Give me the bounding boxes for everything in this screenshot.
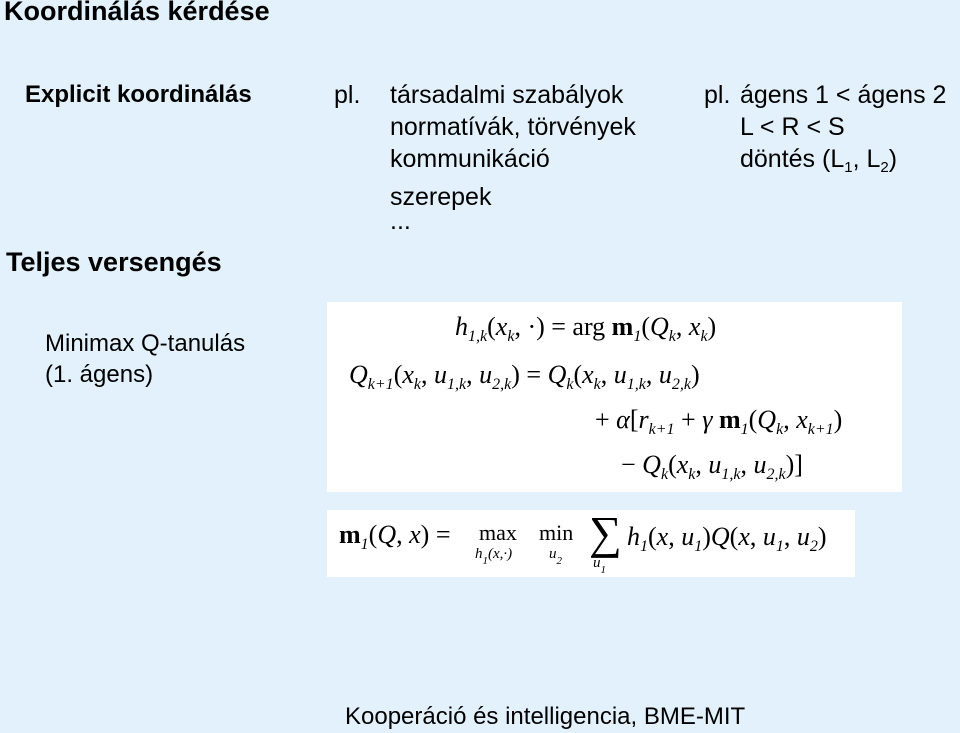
example-line [740,143,946,175]
sum-symbol: ∑ [589,507,622,558]
list-item: ... [390,207,411,235]
minimax-formula [327,507,855,577]
formula-sub: $h_1(x,\cdot)$ [475,546,513,567]
example-line: ágens 1 < ágens 2 [740,81,947,109]
example-list [740,79,946,175]
formula-line: $Q_{k+1}(x_k$, $u_{1,k}$, $u_{2,k}) = Q_k(x_k$, $u_{1,k}$, $u_{2,k}$) [349,360,700,393]
formula-min: min [539,520,574,545]
example-text: döntés (L [740,145,845,173]
list-item: kommunikáció [390,145,550,173]
formula-sub: $u_1$ [593,555,606,576]
list-item: szerepek [390,183,492,211]
formula-line: + $\alpha[r_{k+1} + \gamma$ $m_1(Q_k$, $x_{k+1}$) [595,405,843,438]
example-line: L < R < S [740,113,845,141]
minimax-line: Minimax Q-tanulás [45,330,246,357]
minimax-line: (1. ágens) [45,361,154,388]
formula-sub: $u_2$ [549,546,562,567]
page-title: Koordinálás kérdése [4,0,270,26]
formula-line: − $Q_k(x_k$, $u_{1,k}$, $u_{2,k}$)] [621,450,803,483]
explicit-heading: Explicit koordinálás [25,81,252,108]
list-item: normatívák, törvények [390,113,636,141]
list-item: társadalmi szabályok [390,81,624,109]
footer-text: Kooperáció és intelligencia, BME-MIT [345,703,746,730]
pl-label-1: pl. [334,81,361,109]
formula-line: $h_1(x$, $u_1)Q(x$, $u_1$, $u_2$) [627,522,827,555]
formula-max: max [479,520,517,545]
example-text: , L [852,145,881,173]
q-update-formula [327,302,902,492]
subscript: 2 [880,159,889,176]
subscript: 1 [844,159,853,176]
competition-heading: Teljes versengés [6,247,222,277]
formula-line: $m_1(Q$, x) = [339,520,451,553]
rules-list [390,79,636,237]
minimax-label [45,328,245,390]
example-text: ) [888,145,898,173]
pl-label-2: pl. [704,81,731,109]
formula-line: $h_{1,k}(x_k$, ·) = arg $m_1(Q_k$, $x_k$) [455,312,717,345]
